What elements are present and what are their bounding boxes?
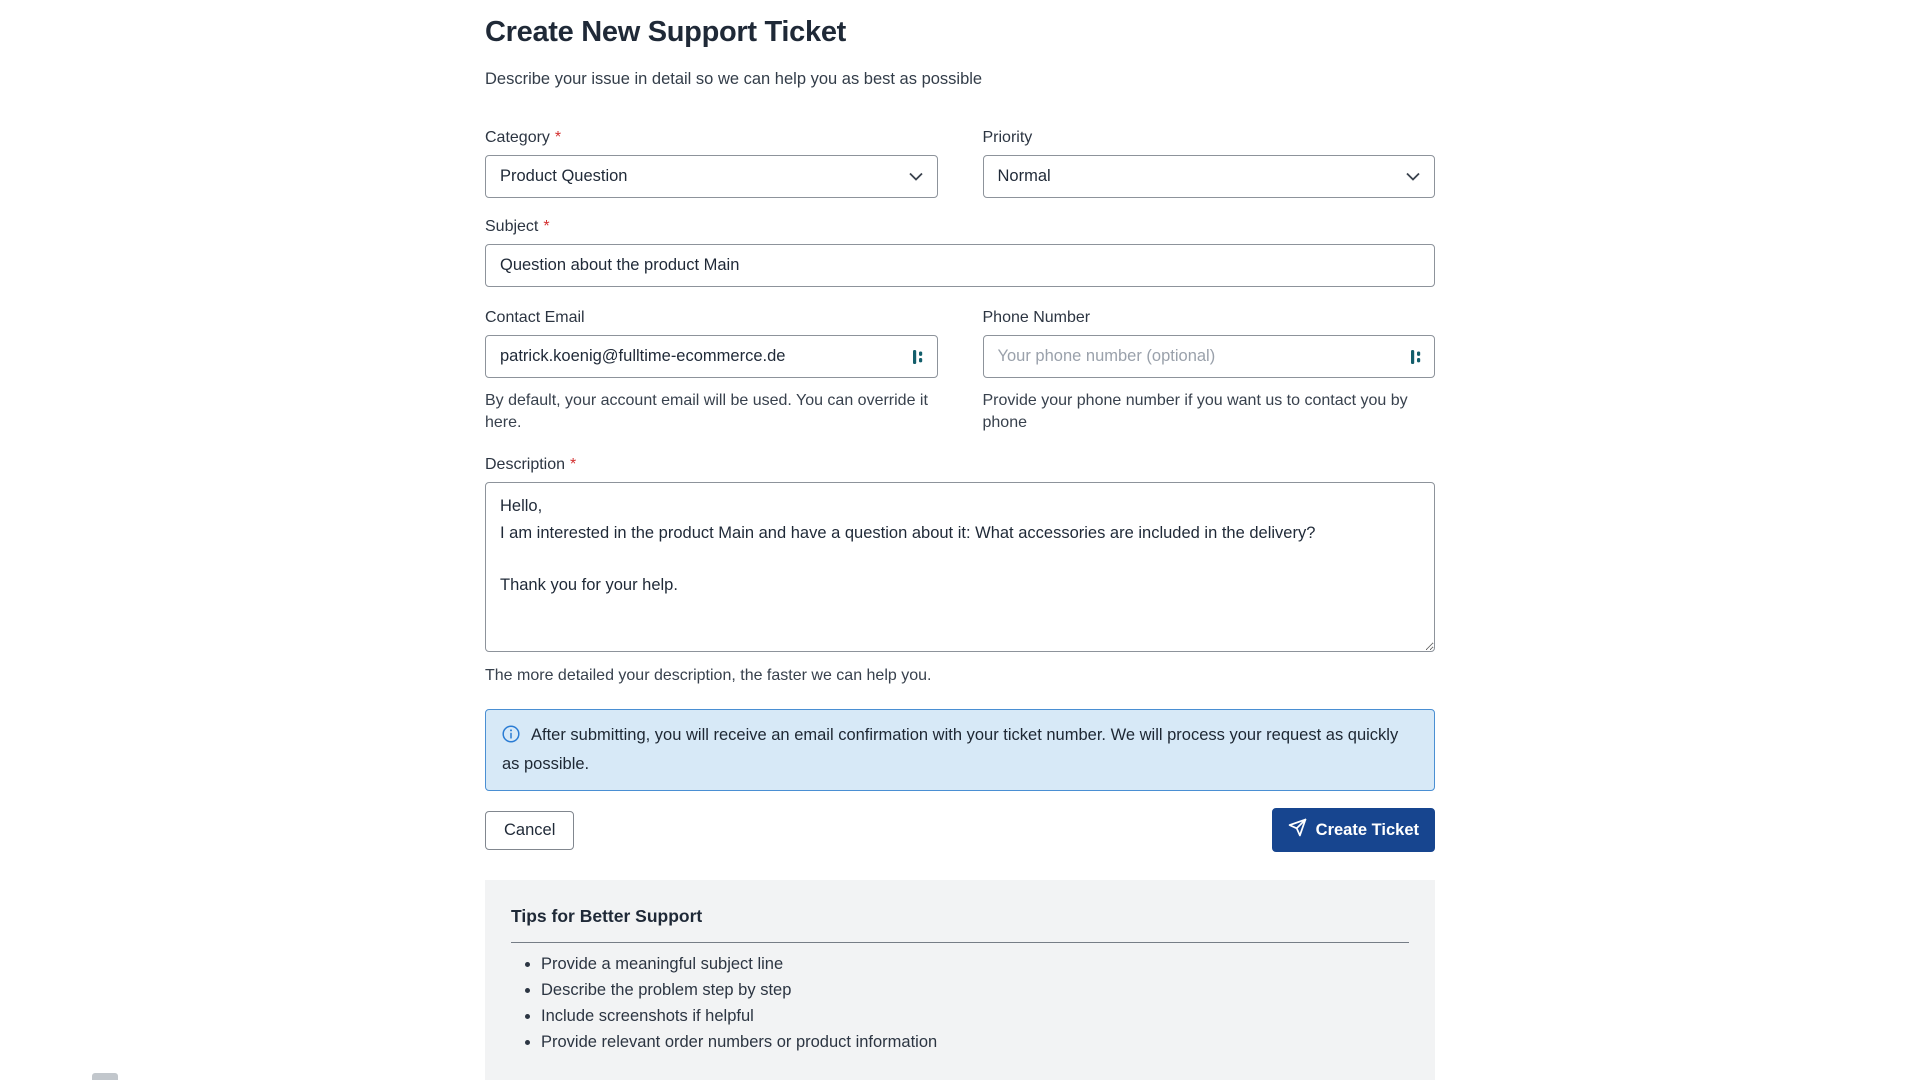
autofill-extension-icon[interactable] xyxy=(910,348,928,366)
category-selected-value: Product Question xyxy=(500,167,628,185)
category-select[interactable] xyxy=(485,155,938,198)
category-field xyxy=(485,129,938,198)
autofill-extension-icon[interactable] xyxy=(1407,348,1425,366)
phone-field xyxy=(983,309,1436,434)
form-actions xyxy=(485,808,1435,852)
priority-label: Priority xyxy=(982,129,1033,146)
tips-list-item: • Include screenshots if helpful xyxy=(541,1007,1409,1026)
tips-card xyxy=(485,880,1435,1080)
contact-email-helper: By default, your account email will be used. You can override it here. xyxy=(485,392,928,432)
tips-list-item: • Provide relevant order numbers or product information xyxy=(541,1033,1409,1052)
contact-email-field xyxy=(485,309,938,434)
subject-field xyxy=(485,218,1435,287)
priority-field xyxy=(983,129,1436,198)
required-asterisk: * xyxy=(543,218,550,235)
category-priority-row xyxy=(485,129,1435,198)
description-field xyxy=(485,456,1435,687)
required-asterisk: * xyxy=(570,456,577,474)
priority-select[interactable] xyxy=(983,155,1436,198)
send-icon xyxy=(1288,818,1307,842)
subject-input[interactable] xyxy=(485,244,1435,287)
tips-heading: Tips for Better Support xyxy=(511,906,703,927)
phone-label: Phone Number xyxy=(982,309,1091,326)
submit-info-notice xyxy=(485,709,1435,791)
chevron-down-icon xyxy=(1406,167,1420,186)
create-ticket-label: Create Ticket xyxy=(1315,820,1419,839)
email-phone-row xyxy=(485,309,1435,434)
tips-list xyxy=(511,955,1409,1052)
description-textarea[interactable] xyxy=(485,482,1435,652)
contact-email-input[interactable] xyxy=(485,335,938,378)
subject-label: Subject * xyxy=(485,218,550,235)
tips-list-item: • Provide a meaningful subject line xyxy=(541,955,1409,974)
required-asterisk: * xyxy=(554,129,562,146)
support-ticket-form xyxy=(485,129,1435,852)
page-title: Create New Support Ticket xyxy=(485,16,847,48)
tips-list-item: • Describe the problem step by step xyxy=(541,981,1409,1000)
status-bar-fragment xyxy=(92,1073,118,1080)
chevron-down-icon xyxy=(909,167,923,186)
contact-email-label: Contact Email xyxy=(485,309,585,326)
tips-divider xyxy=(511,942,1409,943)
description-label: Description * xyxy=(485,456,577,474)
cancel-button[interactable]: Cancel xyxy=(485,811,574,850)
info-circle-icon xyxy=(502,725,520,752)
info-notice-text: After submitting, you will receive an email confirmation with your ticket number. We will process your request as quickly as possible. xyxy=(502,726,1399,773)
category-label: Category * xyxy=(485,129,562,146)
page-subtitle: Describe your issue in detail so we can help you as best as possible xyxy=(485,70,983,88)
phone-helper: Provide your phone number if you want us to contact you by phone xyxy=(982,392,1408,432)
phone-input[interactable] xyxy=(983,335,1436,378)
create-ticket-button[interactable] xyxy=(1272,808,1435,852)
priority-selected-value: Normal xyxy=(997,167,1051,185)
support-ticket-page xyxy=(485,0,1435,1080)
description-helper: The more detailed your description, the faster we can help you. xyxy=(485,667,932,685)
